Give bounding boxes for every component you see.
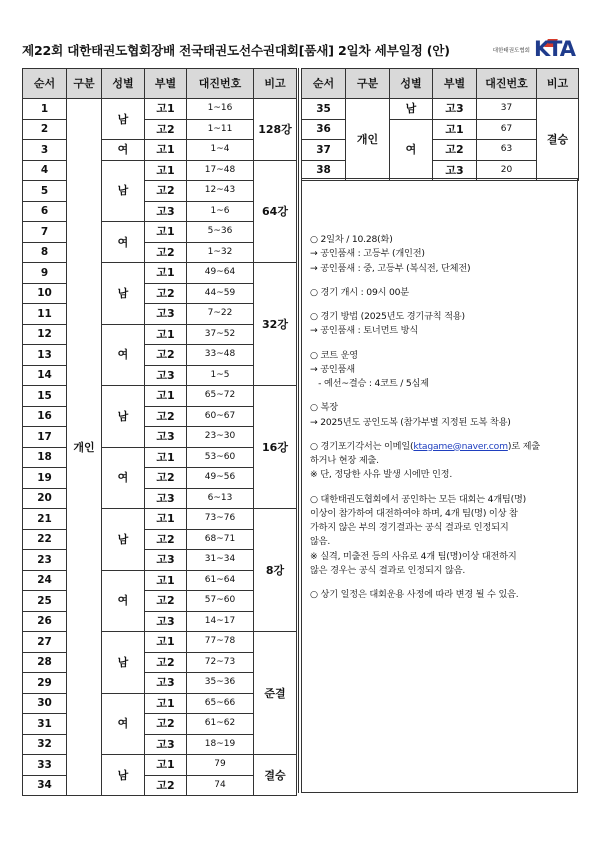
- kta-logo: [493, 36, 578, 60]
- note-line: 않음.: [310, 536, 331, 548]
- header: [22, 36, 578, 62]
- division-cell: 고2: [145, 345, 187, 366]
- order-cell: 17: [23, 427, 67, 448]
- division-cell: 고1: [145, 755, 187, 776]
- col-header-type: 구분: [67, 69, 102, 99]
- order-cell: 14: [23, 365, 67, 386]
- division-cell: 고2: [145, 119, 187, 140]
- bracket-cell: 1~6: [187, 201, 254, 222]
- division-cell: 고1: [145, 222, 187, 243]
- note-line: → 공인품새: [310, 363, 355, 375]
- bracket-cell: 1~11: [187, 119, 254, 140]
- bracket-cell: 14~17: [187, 611, 254, 632]
- round-cell: 8강: [254, 509, 297, 632]
- table-row: [302, 99, 579, 120]
- bracket-cell: 7~22: [187, 304, 254, 325]
- bracket-cell: 31~34: [187, 550, 254, 571]
- order-cell: 36: [302, 119, 346, 140]
- order-cell: 4: [23, 160, 67, 181]
- division-cell: 고1: [145, 160, 187, 181]
- division-cell: 고3: [145, 365, 187, 386]
- division-cell: 고3: [145, 427, 187, 448]
- bracket-cell: 35~36: [187, 673, 254, 694]
- bracket-cell: 1~4: [187, 140, 254, 161]
- kta-logo-icon: [534, 38, 578, 60]
- round-cell: 결승: [537, 99, 579, 181]
- order-cell: 29: [23, 673, 67, 694]
- schedule-table-right: [301, 68, 579, 181]
- division-cell: 고2: [145, 591, 187, 612]
- order-cell: 21: [23, 509, 67, 530]
- logo-org-name: 대한태권도협회: [492, 47, 530, 54]
- division-cell: 고1: [145, 447, 187, 468]
- col-header-type: 구분: [346, 69, 390, 99]
- note-text: ○ 경기포기각서는 이메일(: [310, 440, 414, 452]
- gender-cell: 남: [390, 99, 433, 120]
- division-cell: 고2: [145, 468, 187, 489]
- round-cell: 64강: [254, 160, 297, 263]
- table-row: [23, 386, 297, 407]
- bracket-cell: 12~43: [187, 181, 254, 202]
- note-line: - 예선~결승 : 4코트 / 5심제: [310, 378, 429, 389]
- note-uniform: ○ 복장: [310, 402, 338, 414]
- col-header-note: 비고: [254, 69, 297, 99]
- round-cell: 128강: [254, 99, 297, 161]
- bracket-cell: 1~16: [187, 99, 254, 120]
- email-link[interactable]: ktagame@naver.com: [413, 440, 508, 452]
- bracket-cell: 49~64: [187, 263, 254, 284]
- note-line: → 공인품새 : 고등부 (개인전): [310, 248, 425, 260]
- gender-cell: 남: [102, 632, 145, 694]
- division-cell: 고1: [145, 693, 187, 714]
- bracket-cell: 74: [187, 775, 254, 796]
- gender-cell: 여: [390, 119, 433, 181]
- bracket-cell: 53~60: [187, 447, 254, 468]
- gender-cell: 남: [102, 509, 145, 571]
- logo-letter-k: K: [534, 37, 551, 61]
- division-cell: 고1: [145, 570, 187, 591]
- order-cell: 22: [23, 529, 67, 550]
- order-cell: 34: [23, 775, 67, 796]
- order-cell: 12: [23, 324, 67, 345]
- gender-cell: 여: [102, 447, 145, 509]
- division-cell: 고1: [145, 263, 187, 284]
- col-header-division: 부별: [145, 69, 187, 99]
- logo-letters-ta: TA: [548, 37, 575, 61]
- gender-cell: 남: [102, 755, 145, 796]
- col-header-bracket: 대진번호: [187, 69, 254, 99]
- division-cell: 고2: [145, 406, 187, 427]
- division-cell: 고1: [145, 324, 187, 345]
- division-cell: 고3: [145, 611, 187, 632]
- gender-cell: 남: [102, 99, 145, 140]
- bracket-cell: 61~64: [187, 570, 254, 591]
- order-cell: 13: [23, 345, 67, 366]
- table-row: [23, 632, 297, 653]
- note-line: 가하지 않은 부의 경기결과는 공식 결과로 인정되지: [310, 522, 509, 533]
- bracket-cell: 17~48: [187, 160, 254, 181]
- order-cell: 6: [23, 201, 67, 222]
- gender-cell: 남: [102, 160, 145, 222]
- bracket-cell: 77~78: [187, 632, 254, 653]
- bracket-cell: 72~73: [187, 652, 254, 673]
- order-cell: 32: [23, 734, 67, 755]
- note-line: → 공인품새 : 중, 고등부 (복식전, 단체전): [310, 262, 471, 274]
- division-cell: 고2: [145, 181, 187, 202]
- division-cell: 고3: [145, 201, 187, 222]
- division-cell: 고1: [145, 632, 187, 653]
- order-cell: 18: [23, 447, 67, 468]
- bracket-cell: 18~19: [187, 734, 254, 755]
- bracket-cell: 67: [477, 119, 537, 140]
- order-cell: 37: [302, 140, 346, 161]
- note-line: ※ 실격, 미출전 등의 사유로 4개 팀(명)이상 대전하지: [310, 550, 517, 562]
- note-line: → 2025년도 공인도복 (참가부별 지정된 도복 착용): [310, 416, 511, 428]
- division-cell: 고1: [145, 99, 187, 120]
- division-cell: 고1: [145, 140, 187, 161]
- col-header-bracket: 대진번호: [477, 69, 537, 99]
- col-header-note: 비고: [537, 69, 579, 99]
- order-cell: 23: [23, 550, 67, 571]
- division-cell: 고3: [145, 304, 187, 325]
- order-cell: 24: [23, 570, 67, 591]
- table-row: [23, 755, 297, 776]
- order-cell: 20: [23, 488, 67, 509]
- bracket-cell: 65~66: [187, 693, 254, 714]
- order-cell: 11: [23, 304, 67, 325]
- category-cell: 개인: [67, 99, 102, 796]
- bracket-cell: 5~36: [187, 222, 254, 243]
- bracket-cell: 1~32: [187, 242, 254, 263]
- bracket-cell: 57~60: [187, 591, 254, 612]
- note-line: 이상이 참가하여 대전하여야 하며, 4개 팀(명) 이상 참: [310, 507, 518, 519]
- order-cell: 15: [23, 386, 67, 407]
- bracket-cell: 23~30: [187, 427, 254, 448]
- division-cell: 고3: [433, 99, 477, 120]
- bracket-cell: 33~48: [187, 345, 254, 366]
- gender-cell: 여: [102, 140, 145, 161]
- note-line: ※ 단, 정당한 사유 발생 시에만 인정.: [310, 469, 453, 481]
- category-cell: 개인: [346, 99, 390, 181]
- order-cell: 3: [23, 140, 67, 161]
- note-rule: ○ 대한태권도협회에서 공인하는 모든 대회는 4개팀(명): [310, 493, 527, 505]
- note-court: ○ 코트 운영: [310, 349, 358, 361]
- order-cell: 30: [23, 693, 67, 714]
- division-cell: 고1: [145, 509, 187, 530]
- round-cell: 준결: [254, 632, 297, 755]
- notes-panel: [301, 178, 578, 793]
- bracket-cell: 60~67: [187, 406, 254, 427]
- division-cell: 고3: [145, 488, 187, 509]
- note-withdrawal: [310, 440, 572, 454]
- division-cell: 고2: [145, 529, 187, 550]
- note-line: → 공인품새 : 토너먼트 방식: [310, 325, 419, 337]
- bracket-cell: 37: [477, 99, 537, 120]
- order-cell: 35: [302, 99, 346, 120]
- division-cell: 고2: [145, 242, 187, 263]
- schedule-table-left: [22, 68, 297, 796]
- division-cell: 고2: [145, 652, 187, 673]
- division-cell: 고3: [145, 673, 187, 694]
- order-cell: 2: [23, 119, 67, 140]
- order-cell: 8: [23, 242, 67, 263]
- bracket-cell: 44~59: [187, 283, 254, 304]
- gender-cell: 여: [102, 570, 145, 632]
- col-header-order: 순서: [23, 69, 67, 99]
- gender-cell: 여: [102, 222, 145, 263]
- col-header-division: 부별: [433, 69, 477, 99]
- round-cell: 32강: [254, 263, 297, 386]
- bracket-cell: 61~62: [187, 714, 254, 735]
- page-title: 제22회 대한태권도협회장배 전국태권도선수권대회[품새] 2일차 세부일정 (안): [22, 43, 450, 58]
- bracket-cell: 73~76: [187, 509, 254, 530]
- division-cell: 고1: [433, 119, 477, 140]
- note-line: 않은 경우는 공식 결과로 인정되지 않음.: [310, 564, 466, 576]
- division-cell: 고3: [145, 734, 187, 755]
- division-cell: 고2: [145, 714, 187, 735]
- division-cell: 고3: [145, 550, 187, 571]
- bracket-cell: 65~72: [187, 386, 254, 407]
- table-row: [23, 263, 297, 284]
- bracket-cell: 79: [187, 755, 254, 776]
- gender-cell: 남: [102, 386, 145, 448]
- table-row: [23, 99, 297, 120]
- bracket-cell: 68~71: [187, 529, 254, 550]
- gender-cell: 여: [102, 324, 145, 386]
- table-header-row: [302, 69, 579, 99]
- division-cell: 고1: [145, 386, 187, 407]
- note-method: ○ 경기 방법 (2025년도 경기규칙 적용): [310, 311, 465, 322]
- order-cell: 7: [23, 222, 67, 243]
- division-cell: 고2: [145, 775, 187, 796]
- order-cell: 16: [23, 406, 67, 427]
- order-cell: 10: [23, 283, 67, 304]
- table-divider: [296, 68, 299, 793]
- order-cell: 31: [23, 714, 67, 735]
- gender-cell: 남: [102, 263, 145, 325]
- order-cell: 26: [23, 611, 67, 632]
- note-line: 하거나 현장 제출.: [310, 455, 379, 466]
- order-cell: 33: [23, 755, 67, 776]
- bracket-cell: 37~52: [187, 324, 254, 345]
- gender-cell: 여: [102, 693, 145, 755]
- col-header-order: 순서: [302, 69, 346, 99]
- order-cell: 5: [23, 181, 67, 202]
- note-date: ○ 2일차 / 10.28(화): [310, 234, 393, 245]
- bracket-cell: 20: [477, 160, 537, 181]
- division-cell: 고3: [433, 160, 477, 181]
- order-cell: 28: [23, 652, 67, 673]
- order-cell: 19: [23, 468, 67, 489]
- table-row: [23, 160, 297, 181]
- table-header-row: [23, 69, 297, 99]
- bracket-cell: 63: [477, 140, 537, 161]
- division-cell: 고2: [433, 140, 477, 161]
- round-cell: 16강: [254, 386, 297, 509]
- note-schedule-change: ○ 상기 일정은 대회운용 사정에 따라 변경 될 수 있음.: [310, 589, 519, 600]
- col-header-gender: 성별: [102, 69, 145, 99]
- note-text: )로 제출: [507, 440, 540, 452]
- order-cell: 9: [23, 263, 67, 284]
- bracket-cell: 49~56: [187, 468, 254, 489]
- table-row: [23, 509, 297, 530]
- order-cell: 25: [23, 591, 67, 612]
- round-cell: 결승: [254, 755, 297, 796]
- order-cell: 38: [302, 160, 346, 181]
- division-cell: 고2: [145, 283, 187, 304]
- bracket-cell: 1~5: [187, 365, 254, 386]
- col-header-gender: 성별: [390, 69, 433, 99]
- order-cell: 27: [23, 632, 67, 653]
- order-cell: 1: [23, 99, 67, 120]
- bracket-cell: 6~13: [187, 488, 254, 509]
- note-start-time: ○ 경기 개시 : 09시 00분: [310, 286, 409, 298]
